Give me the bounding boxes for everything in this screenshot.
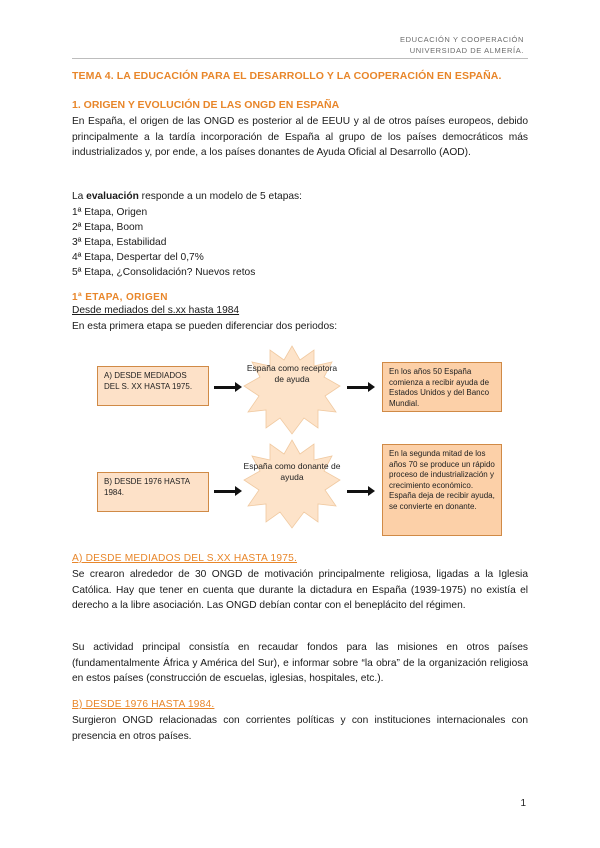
arrow-icon <box>347 490 369 493</box>
period-a-result-box: En los años 50 España comienza a recibir ayuda de Estados Unidos y del Banco Mundial. <box>382 362 502 412</box>
period-a-box: A) DESDE MEDIADOS DEL S. XX HASTA 1975. <box>97 366 209 406</box>
star-receptora-label: España como receptora de ayuda <box>246 363 338 384</box>
stage-item: 1ª Etapa, Origen <box>72 207 148 218</box>
period-b-box: B) DESDE 1976 HASTA 1984. <box>97 472 209 512</box>
period-b-result-box: En la segunda mitad de los años 70 se produce un rápido proceso de industrialización y crecimiento económico. España deja de recibir ayuda, se convierte en donante. <box>382 444 502 536</box>
stage-item: 3ª Etapa, Estabilidad <box>72 237 167 248</box>
section-heading-origen-evolucion: 1. ORIGEN Y EVOLUCIÓN DE LAS ONGD EN ESPAÑA <box>72 99 340 111</box>
document-title: TEMA 4. LA EDUCACIÓN PARA EL DESARROLLO Y LA COOPERACIÓN EN ESPAÑA. <box>72 70 502 82</box>
section-heading-primera-etapa: 1ª ETAPA, ORIGEN <box>72 292 168 303</box>
evaluation-line <box>72 189 528 205</box>
arrow-icon <box>214 490 236 493</box>
star-donante <box>242 438 342 530</box>
header-line-2: UNIVERSIDAD DE ALMERÍA. <box>409 46 524 55</box>
page-number: 1 <box>520 798 526 809</box>
arrow-icon <box>347 386 369 389</box>
period-b-paragraph-1: Surgieron ONGD relacionadas con corrientes políticas y con instituciones internacionales con presencia en otros países. <box>72 715 528 742</box>
evaluation-suffix: responde a un modelo de 5 etapas: <box>138 191 302 202</box>
period-b-heading: B) DESDE 1976 HASTA 1984. <box>72 699 215 710</box>
burst-star-icon <box>242 344 342 436</box>
page-header <box>400 34 524 56</box>
periods-intro: En esta primera etapa se pueden diferenciar dos periodos: <box>72 321 338 332</box>
period-a-heading: A) DESDE MEDIADOS DEL S.XX HASTA 1975. <box>72 553 298 564</box>
evaluation-prefix: La <box>72 191 87 202</box>
period-a-paragraph-2: Su actividad principal consistía en recaudar fondos para las misiones en otros países (fundamentalmente África y América del Sur), e informar sobre “la obra” de la organización religiosa en estos países (construcción de escuelas, iglesias, hospitales, etc.). <box>72 642 528 684</box>
stage-item: 2ª Etapa, Boom <box>72 222 144 233</box>
arrow-icon <box>214 386 236 389</box>
header-divider <box>72 58 528 59</box>
burst-star-icon <box>242 438 342 530</box>
star-receptora <box>242 344 342 436</box>
star-donante-label: España como donante de ayuda <box>243 461 341 482</box>
stage-item: 4ª Etapa, Despertar del 0,7% <box>72 252 204 263</box>
period-a-paragraph-1: Se crearon alrededor de 30 ONGD de motivación principalmente religiosa, ligadas a la Iglesia Católica. Hay que tener en cuenta que durante la dictadura en España (1939-1975) no existía el derecho a la libre asociación. Las ONGD debían contar con el beneplácito del régimen. <box>72 569 528 611</box>
intro-paragraph: En España, el origen de las ONGD es posterior al de EEUU y al de otros países europeos, debido principalmente a la tardía incorporación de España al grupo de los países democráticos más industrializados y, por ende, a los países donantes de Ayuda Oficial al Desarrollo (AOD). <box>72 116 528 158</box>
stage-item: 5ª Etapa, ¿Consolidación? Nuevos retos <box>72 267 256 278</box>
evaluation-bold: evaluación <box>86 191 139 202</box>
header-line-1: EDUCACIÓN Y COOPERACIÓN <box>400 35 524 44</box>
period-range-subheading: Desde mediados del s.xx hasta 1984 <box>72 305 240 316</box>
